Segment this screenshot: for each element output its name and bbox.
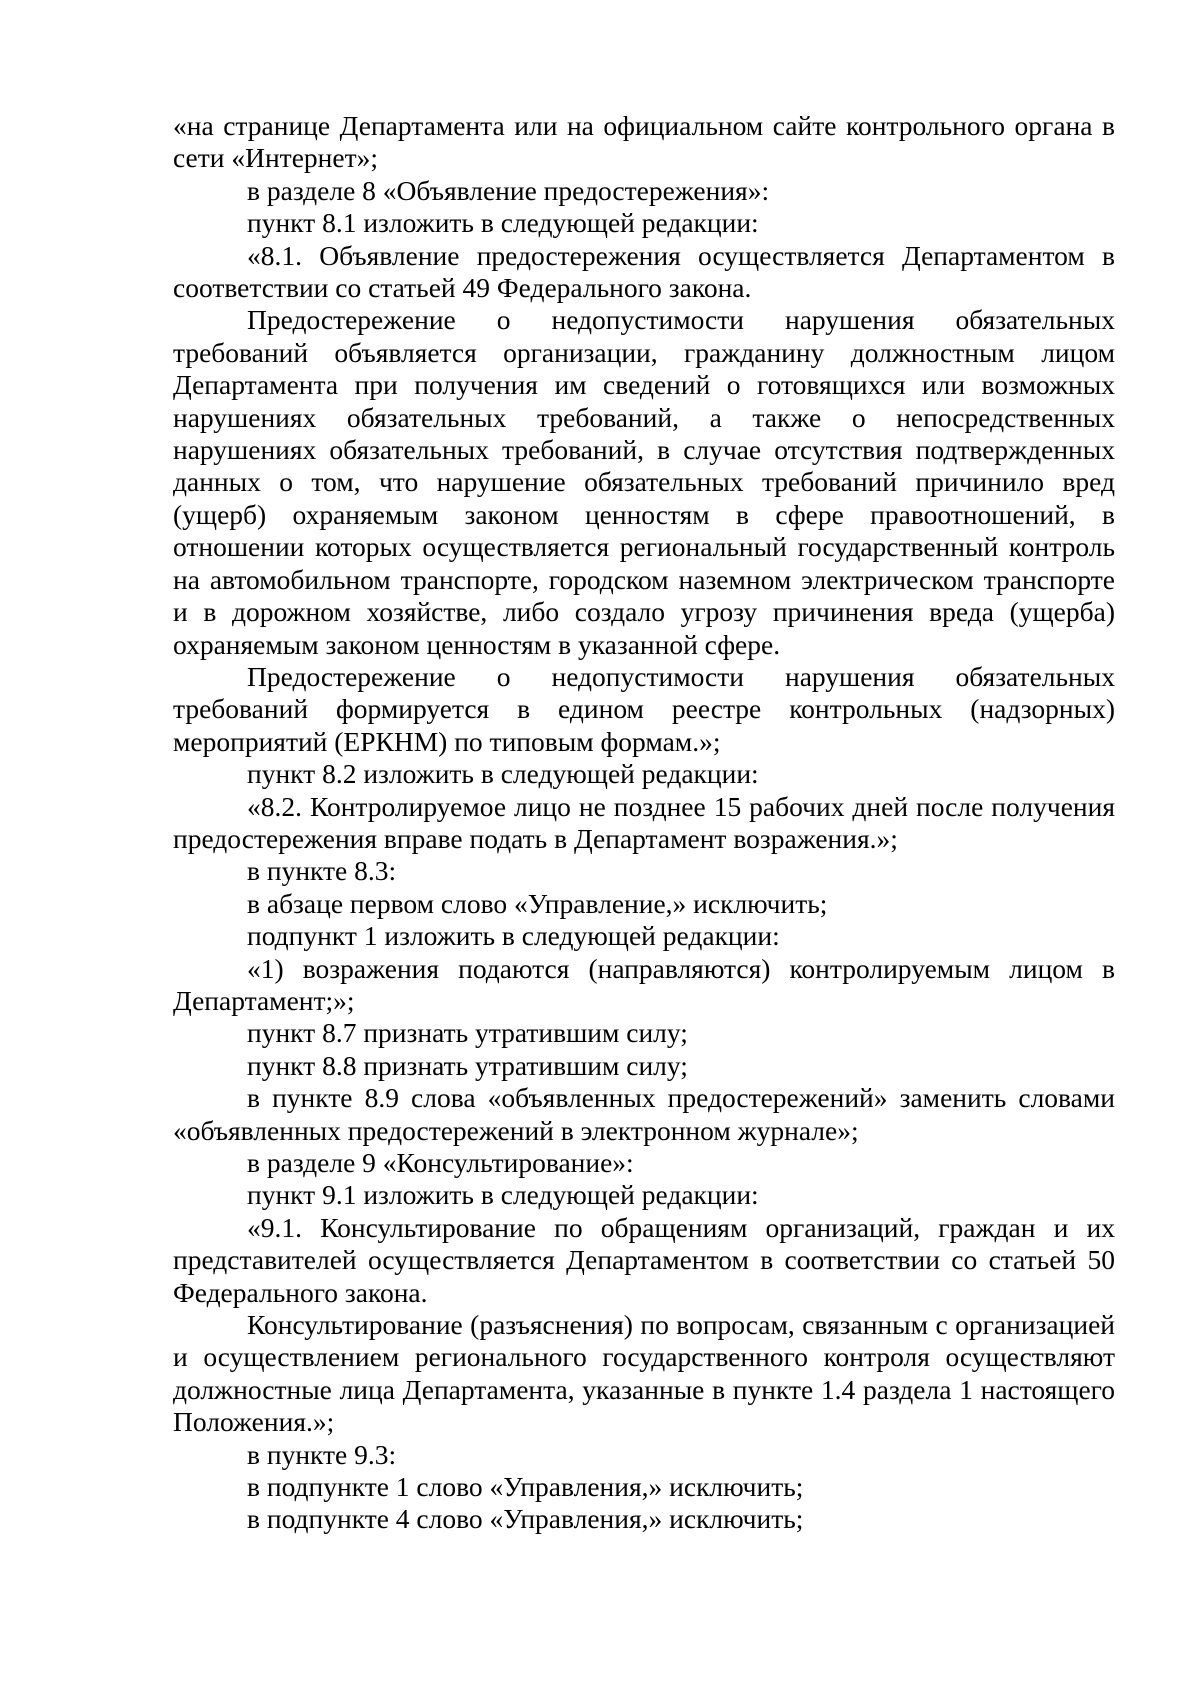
paragraph-11: подпункт 1 изложить в следующей редакции: xyxy=(247,920,780,952)
paragraph-1: «на странице Департамента или на официальном сайте контрольного органа в сети «Интернет»; xyxy=(173,110,1115,174)
paragraph-13: пункт 8.7 признать утратившим силу; xyxy=(247,1017,688,1049)
paragraph-22: в подпункте 4 слово «Управления,» исключить; xyxy=(247,1503,804,1535)
paragraph-7: пункт 8.2 изложить в следующей редакции: xyxy=(247,758,759,790)
paragraph-20: в пункте 9.3: xyxy=(247,1438,397,1470)
paragraph-4: «8.1. Объявление предостережения осуществляется Департаментом в соответствии со статьей 49 Федерального закона. xyxy=(173,239,1115,304)
paragraph-17: пункт 9.1 изложить в следующей редакции: xyxy=(247,1179,759,1211)
paragraph-8: «8.2. Контролируемое лицо не позднее 15 рабочих дней после получения предостережения вправе подать в Департамент возражения.»; xyxy=(173,790,1115,854)
paragraph-2: в разделе 8 «Объявление предостережения»: xyxy=(247,174,770,206)
paragraph-10: в абзаце первом слово «Управление,» исключить; xyxy=(247,887,828,919)
paragraph-16: в разделе 9 «Консультирование»: xyxy=(247,1147,634,1178)
document-body xyxy=(173,110,1115,1536)
paragraph-19: Консультирование (разъяснения) по вопросам, связанным с организацией и осуществлением регионального государственного контроля осуществляют должностные лица Департамента, указанные в пункте 1.4 раздела 1 настоящего Положения.»; xyxy=(173,1309,1115,1438)
paragraph-14: пункт 8.8 признать утратившим силу; xyxy=(247,1049,688,1081)
paragraph-6: Предостережение о недопустимости нарушения обязательных требований формируется в едином реестре контрольных (надзорных) мероприятий (ЕРКНМ) по типовым формам.»; xyxy=(173,660,1115,757)
paragraph-21: в подпункте 1 слово «Управления,» исключить; xyxy=(247,1471,804,1503)
paragraph-18: «9.1. Консультирование по обращениям организаций, граждан и их представителей осуществляется Департаментом в соответствии со статьей 50 Федерального закона. xyxy=(173,1211,1115,1308)
paragraph-3: пункт 8.1 изложить в следующей редакции: xyxy=(247,207,759,239)
paragraph-9: в пункте 8.3: xyxy=(247,855,397,887)
paragraph-12: «1) возражения подаются (направляются) контролируемым лицом в Департамент;»; xyxy=(173,952,1115,1016)
paragraph-5: Предостережение о недопустимости нарушения обязательных требований объявляется организации, гражданину должностным лицом Департамента при получения им сведений о готовящихся или возможных нарушениях обязательных требований, а также о непосредственных нарушениях обязательных требований, в случае отсутствия подтвержденных данных о том, что нарушение обязательных требований причинило вред (ущерб) охраняемым законом ценностям в сфере правоотношений, в отношении которых осуществляется региональный государственный контроль на автомобильном транспорте, городском наземном электрическом транспорте и в дорожном хозяйстве, либо создало угрозу причинения вреда (ущерба) охраняемым законом ценностям в указанной сфере. xyxy=(173,304,1115,660)
paragraph-15: в пункте 8.9 слова «объявленных предостережений» заменить словами «объявленных предостережений в электронном журнале»; xyxy=(173,1082,1115,1146)
